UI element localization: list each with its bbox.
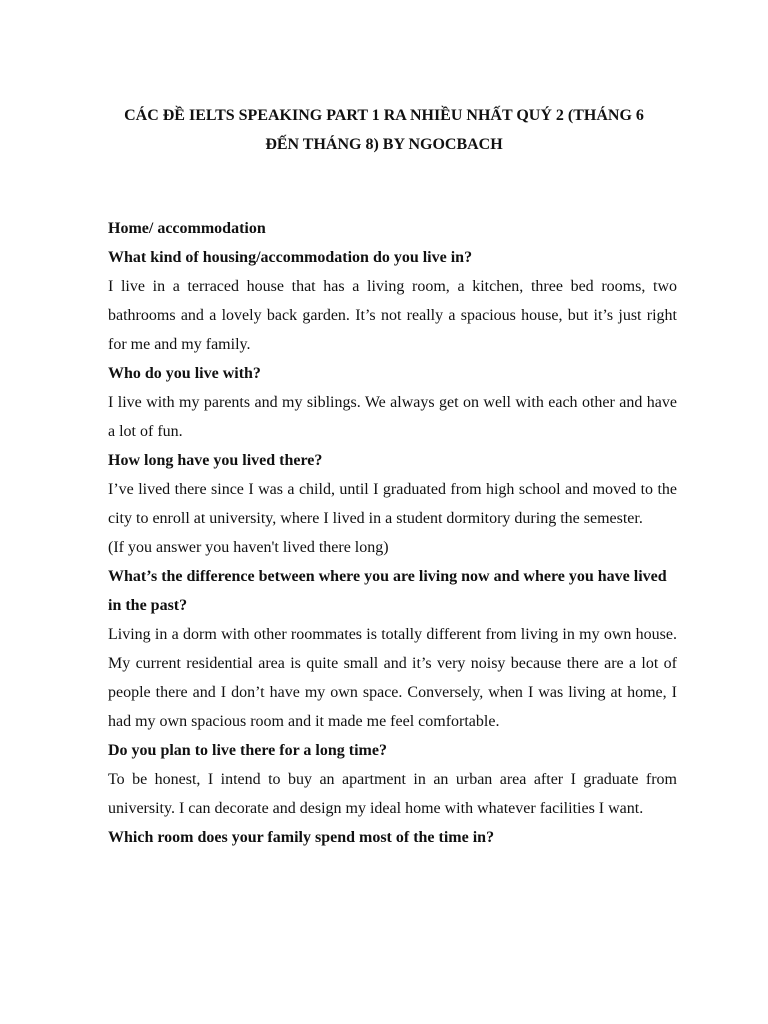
answer-5: To be honest, I intend to buy an apartment in an urban area after I graduate from university. I can decorate and design my ideal home with whatever facilities I want.	[108, 771, 677, 817]
question-2: Who do you live with?	[108, 365, 261, 382]
answer-3-note: (If you answer you haven't lived there long)	[108, 539, 389, 556]
answer-1: I live in a terraced house that has a living room, a kitchen, three bed rooms, two bathrooms and a lovely back garden. It’s not really a spacious house, but it’s just right for me and my family.	[108, 278, 677, 353]
answer-3: I’ve lived there since I was a child, until I graduated from high school and moved to the city to enroll at university, where I lived in a student dormitory during the semester.	[108, 481, 677, 527]
document-body	[108, 214, 677, 852]
answer-2: I live with my parents and my siblings. We always get on well with each other and have a lot of fun.	[108, 394, 677, 440]
document-title-line-1: CÁC ĐỀ IELTS SPEAKING PART 1 RA NHIỀU NHẤT QUÝ 2 (THÁNG 6	[124, 107, 644, 124]
question-4: What’s the difference between where you are living now and where you have lived in the past?	[108, 568, 667, 614]
document-title-line-2: ĐẾN THÁNG 8) BY NGOCBACH	[265, 136, 503, 153]
answer-4: Living in a dorm with other roommates is totally different from living in my own house. My current residential area is quite small and it’s very noisy because there are a lot of people there and I don’t have my own space. Conversely, when I was living at home, I had my own spacious room and it made me feel comfortable.	[108, 626, 677, 730]
topic-heading: Home/ accommodation	[108, 220, 266, 237]
question-5: Do you plan to live there for a long time?	[108, 742, 387, 759]
question-1: What kind of housing/accommodation do you live in?	[108, 249, 473, 266]
question-6: Which room does your family spend most of the time in?	[108, 829, 495, 846]
question-3: How long have you lived there?	[108, 452, 323, 469]
